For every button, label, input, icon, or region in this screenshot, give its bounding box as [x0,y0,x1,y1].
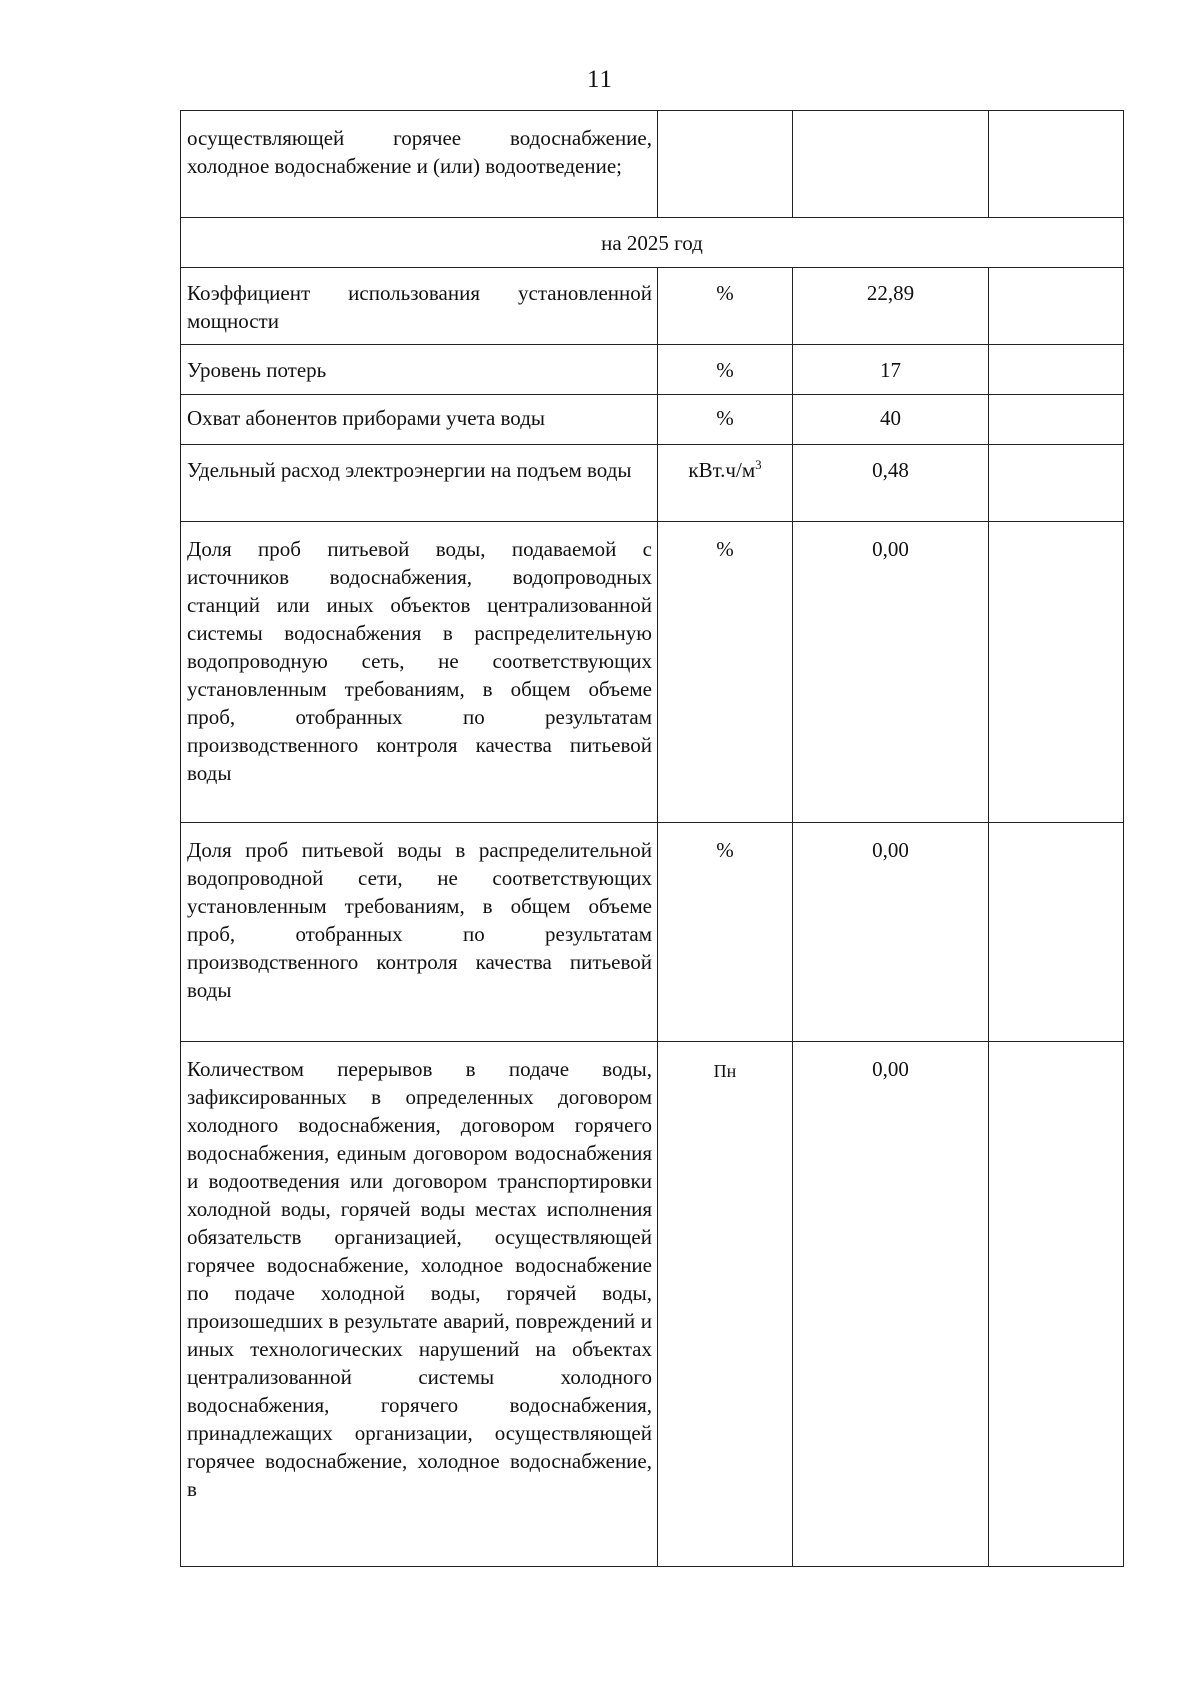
indicator-description: Доля проб питьевой воды, подаваемой с источников водоснабжения, водопроводных станций или иных объектов централизованной системы водоснабжения в распределительную водопроводную сеть, не соответствующих установленным требованиям, в общем объеме проб, отобранных по результатам производственного контроля качества питьевой воды [181,522,658,823]
extra-cell [989,111,1124,218]
value-cell: 0,00 [793,823,989,1042]
unit-cell: % [658,522,793,823]
extra-cell [989,345,1124,395]
value-cell: 0,48 [793,445,989,522]
unit-cell [658,445,793,522]
unit-cell: % [658,395,793,445]
unit-superscript: 3 [755,457,762,472]
value-cell: 22,89 [793,268,989,345]
indicator-description: Доля проб питьевой воды в распределительной водопроводной сети, не соответствующих установленным требованиям, в общем объеме проб, отобранных по результатам производственного контроля качества питьевой воды [181,823,658,1042]
table-row [181,445,1124,522]
indicator-description: Охват абонентов приборами учета воды [181,395,658,445]
extra-cell [989,395,1124,445]
section-heading: на 2025 год [181,218,1124,268]
value-cell: 17 [793,345,989,395]
section-row [181,218,1124,268]
table-row [181,823,1124,1042]
table-row [181,522,1124,823]
extra-cell [989,445,1124,522]
extra-cell [989,522,1124,823]
indicator-description: Уровень потерь [181,345,658,395]
indicator-description: Количеством перерывов в подаче воды, зафиксированных в определенных договором холодного водоснабжения, договором горячего водоснабжения, единым договором водоснабжения и водоотведения или договором транспортировки холодной воды, горячей воды местах исполнения обязательств организацией, осуществляющей горячее водоснабжение, холодное водоснабжение по подаче холодной воды, горячей воды, произошедших в результате аварий, повреждений и иных технологических нарушений на объектах централизованной системы холодного водоснабжения, горячего водоснабжения, принадлежащих организации, осуществляющей горячее водоснабжение, холодное водоснабжение, в [181,1042,658,1567]
value-cell: 0,00 [793,1042,989,1567]
table-row [181,268,1124,345]
page-number: 11 [586,66,614,93]
table-row [181,111,1124,218]
unit-cell: % [658,823,793,1042]
table-row [181,1042,1124,1567]
unit-text: кВт.ч/м [688,458,756,482]
value-cell: 40 [793,395,989,445]
indicator-description: Удельный расход электроэнергии на подъем воды [181,445,658,522]
extra-cell [989,268,1124,345]
indicators-table [180,110,1124,1567]
table-row [181,395,1124,445]
unit-cell: % [658,268,793,345]
unit-cell: Пн [658,1042,793,1567]
indicator-description: Коэффициент использования установленной мощности [181,268,658,345]
value-cell [793,111,989,218]
unit-cell [658,111,793,218]
table-row [181,345,1124,395]
extra-cell [989,1042,1124,1567]
value-cell: 0,00 [793,522,989,823]
extra-cell [989,823,1124,1042]
indicator-description: осуществляющей горячее водоснабжение, холодное водоснабжение и (или) водоотведение; [181,111,658,218]
unit-cell: % [658,345,793,395]
